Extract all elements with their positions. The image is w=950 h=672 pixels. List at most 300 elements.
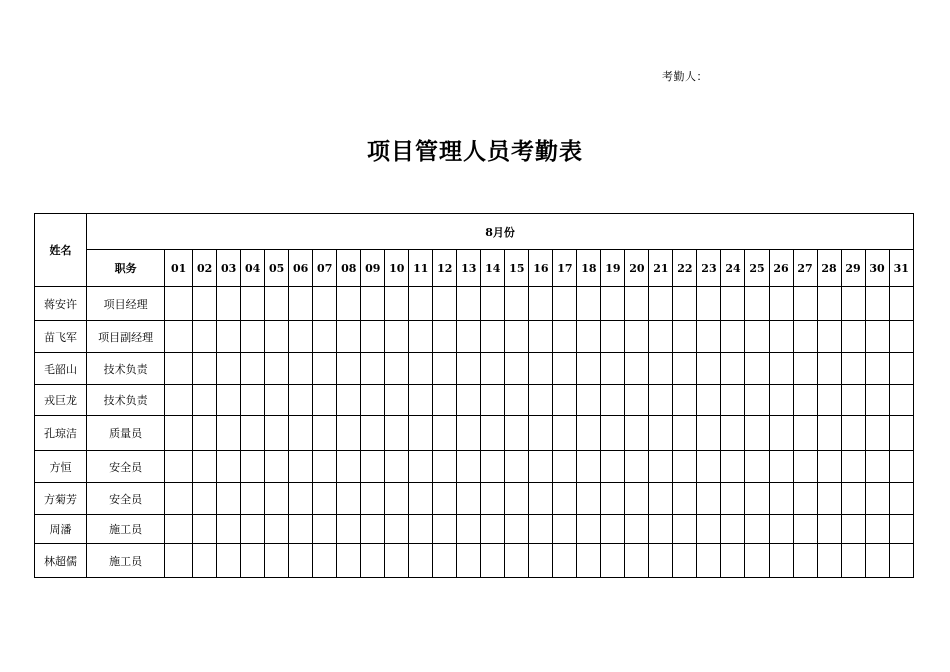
attendance-cell[interactable] [553, 353, 577, 385]
attendance-cell[interactable] [385, 353, 409, 385]
attendance-cell[interactable] [601, 321, 625, 353]
attendance-cell[interactable] [625, 353, 649, 385]
attendance-cell[interactable] [337, 353, 361, 385]
attendance-cell[interactable] [337, 321, 361, 353]
attendance-cell[interactable] [625, 515, 649, 544]
attendance-cell[interactable] [673, 385, 697, 416]
attendance-cell[interactable] [625, 385, 649, 416]
attendance-cell[interactable] [217, 287, 241, 321]
attendance-cell[interactable] [721, 451, 745, 483]
attendance-cell[interactable] [721, 385, 745, 416]
attendance-cell[interactable] [289, 353, 313, 385]
attendance-cell[interactable] [289, 287, 313, 321]
attendance-cell[interactable] [697, 451, 721, 483]
attendance-cell[interactable] [601, 287, 625, 321]
attendance-cell[interactable] [865, 544, 889, 578]
month-header: 8月份 [87, 214, 914, 250]
attendance-cell[interactable] [361, 451, 385, 483]
attendance-cell[interactable] [165, 321, 193, 353]
attendance-cell[interactable] [745, 416, 769, 451]
attendance-cell[interactable] [289, 515, 313, 544]
attendance-cell[interactable] [409, 287, 433, 321]
attendance-cell[interactable] [865, 483, 889, 515]
attendance-cell[interactable] [457, 287, 481, 321]
attendance-cell[interactable] [697, 544, 721, 578]
attendance-cell[interactable] [409, 353, 433, 385]
attendance-cell[interactable] [745, 385, 769, 416]
attendance-cell[interactable] [313, 353, 337, 385]
attendance-cell[interactable] [361, 385, 385, 416]
attendance-cell[interactable] [721, 353, 745, 385]
attendance-cell[interactable] [241, 483, 265, 515]
attendance-cell[interactable] [409, 544, 433, 578]
attendance-cell[interactable] [409, 451, 433, 483]
table-row [35, 353, 914, 385]
attendance-cell[interactable] [289, 483, 313, 515]
attendance-cell[interactable] [385, 515, 409, 544]
attendance-cell[interactable] [601, 353, 625, 385]
attendance-cell[interactable] [841, 385, 865, 416]
attendance-cell[interactable] [505, 287, 529, 321]
attendance-cell[interactable] [165, 287, 193, 321]
attendance-cell[interactable] [241, 353, 265, 385]
attendance-cell[interactable] [361, 287, 385, 321]
attendance-cell[interactable] [721, 416, 745, 451]
attendance-cell[interactable] [841, 287, 865, 321]
attendance-cell[interactable] [529, 416, 553, 451]
attendance-cell[interactable] [745, 515, 769, 544]
attendance-cell[interactable] [577, 287, 601, 321]
attendance-cell[interactable] [337, 385, 361, 416]
attendance-cell[interactable] [553, 321, 577, 353]
attendance-cell[interactable] [793, 544, 817, 578]
attendance-cell[interactable] [841, 353, 865, 385]
attendance-cell[interactable] [313, 451, 337, 483]
attendance-cell[interactable] [817, 544, 841, 578]
attendance-cell[interactable] [409, 321, 433, 353]
attendance-cell[interactable] [505, 353, 529, 385]
attendance-cell[interactable] [889, 451, 913, 483]
attendance-cell[interactable] [337, 544, 361, 578]
attendance-cell[interactable] [165, 515, 193, 544]
attendance-cell[interactable] [865, 287, 889, 321]
attendance-cell[interactable] [577, 385, 601, 416]
attendance-cell[interactable] [505, 483, 529, 515]
day-header-22: 22 [673, 250, 697, 287]
day-header-24: 24 [721, 250, 745, 287]
attendance-cell[interactable] [601, 416, 625, 451]
attendance-cell[interactable] [165, 416, 193, 451]
attendance-cell[interactable] [721, 287, 745, 321]
day-header-12: 12 [433, 250, 457, 287]
attendance-cell[interactable] [889, 515, 913, 544]
attendance-cell[interactable] [529, 385, 553, 416]
attendance-cell[interactable] [721, 483, 745, 515]
attendance-cell[interactable] [529, 483, 553, 515]
attendance-cell[interactable] [457, 321, 481, 353]
attendance-cell[interactable] [793, 353, 817, 385]
attendance-cell[interactable] [289, 385, 313, 416]
attendance-cell[interactable] [433, 515, 457, 544]
attendance-cell[interactable] [265, 515, 289, 544]
attendance-cell[interactable] [601, 515, 625, 544]
attendance-cell[interactable] [745, 544, 769, 578]
attendance-cell[interactable] [265, 385, 289, 416]
attendance-cell[interactable] [289, 451, 313, 483]
attendance-cell[interactable] [265, 287, 289, 321]
attendance-cell[interactable] [481, 483, 505, 515]
employee-name: 方菊芳 [35, 483, 87, 515]
attendance-cell[interactable] [673, 544, 697, 578]
attendance-cell[interactable] [817, 515, 841, 544]
attendance-cell[interactable] [673, 515, 697, 544]
attendance-cell[interactable] [361, 515, 385, 544]
day-header-06: 06 [289, 250, 313, 287]
attendance-cell[interactable] [337, 287, 361, 321]
attendance-cell[interactable] [481, 451, 505, 483]
attendance-cell[interactable] [529, 287, 553, 321]
attendance-cell[interactable] [745, 483, 769, 515]
attendance-cell[interactable] [193, 385, 217, 416]
attendance-cell[interactable] [265, 353, 289, 385]
attendance-cell[interactable] [265, 544, 289, 578]
attendance-cell[interactable] [553, 515, 577, 544]
attendance-cell[interactable] [577, 416, 601, 451]
attendance-cell[interactable] [577, 515, 601, 544]
attendance-cell[interactable] [625, 321, 649, 353]
employee-role: 施工员 [87, 544, 165, 578]
attendance-cell[interactable] [241, 385, 265, 416]
attendance-cell[interactable] [265, 451, 289, 483]
attendance-cell[interactable] [193, 451, 217, 483]
attendance-cell[interactable] [193, 416, 217, 451]
attendance-cell[interactable] [601, 544, 625, 578]
attendance-cell[interactable] [241, 287, 265, 321]
attendance-cell[interactable] [193, 321, 217, 353]
attendance-cell[interactable] [165, 483, 193, 515]
attendance-cell[interactable] [697, 385, 721, 416]
page-title: 项目管理人员考勤表 [367, 139, 583, 165]
attendance-cell[interactable] [313, 544, 337, 578]
attendance-cell[interactable] [841, 416, 865, 451]
attendance-cell[interactable] [673, 287, 697, 321]
attendance-cell[interactable] [889, 416, 913, 451]
attendance-cell[interactable] [481, 544, 505, 578]
attendance-cell[interactable] [745, 321, 769, 353]
attendance-cell[interactable] [841, 544, 865, 578]
attendance-cell[interactable] [505, 515, 529, 544]
attendance-cell[interactable] [529, 544, 553, 578]
attendance-cell[interactable] [817, 353, 841, 385]
attendance-cell[interactable] [865, 416, 889, 451]
attendance-cell[interactable] [817, 451, 841, 483]
attendance-cell[interactable] [577, 321, 601, 353]
attendance-cell[interactable] [577, 451, 601, 483]
attendance-cell[interactable] [841, 451, 865, 483]
attendance-cell[interactable] [217, 483, 241, 515]
employee-role: 安全员 [87, 451, 165, 483]
attendance-cell[interactable] [385, 416, 409, 451]
attendance-cell[interactable] [385, 385, 409, 416]
attendance-cell[interactable] [889, 353, 913, 385]
attendance-cell[interactable] [433, 385, 457, 416]
attendance-cell[interactable] [577, 544, 601, 578]
attendance-cell[interactable] [337, 483, 361, 515]
attendance-cell[interactable] [217, 451, 241, 483]
attendance-cell[interactable] [673, 451, 697, 483]
attendance-cell[interactable] [433, 353, 457, 385]
attendance-cell[interactable] [409, 515, 433, 544]
attendance-cell[interactable] [793, 515, 817, 544]
attendance-cell[interactable] [817, 416, 841, 451]
attendance-cell[interactable] [193, 544, 217, 578]
attendance-cell[interactable] [841, 515, 865, 544]
attendance-cell[interactable] [649, 483, 673, 515]
attendance-cell[interactable] [889, 385, 913, 416]
attendance-cell[interactable] [361, 544, 385, 578]
attendance-cell[interactable] [865, 353, 889, 385]
attendance-cell[interactable] [697, 515, 721, 544]
attendance-cell[interactable] [769, 515, 793, 544]
attendance-cell[interactable] [505, 544, 529, 578]
attendance-cell[interactable] [457, 353, 481, 385]
attendance-cell[interactable] [457, 416, 481, 451]
attendance-cell[interactable] [889, 483, 913, 515]
attendance-cell[interactable] [217, 515, 241, 544]
attendance-cell[interactable] [721, 321, 745, 353]
day-header-10: 10 [385, 250, 409, 287]
table-row [35, 321, 914, 353]
attendance-cell[interactable] [505, 385, 529, 416]
attendance-cell[interactable] [673, 416, 697, 451]
attendance-cell[interactable] [649, 515, 673, 544]
attendance-cell[interactable] [745, 451, 769, 483]
attendance-cell[interactable] [697, 416, 721, 451]
attendance-cell[interactable] [865, 515, 889, 544]
attendance-cell[interactable] [385, 544, 409, 578]
attendance-cell[interactable] [721, 544, 745, 578]
attendance-cell[interactable] [625, 451, 649, 483]
attendance-cell[interactable] [385, 321, 409, 353]
attendance-cell[interactable] [697, 321, 721, 353]
attendance-cell[interactable] [313, 483, 337, 515]
attendance-cell[interactable] [433, 321, 457, 353]
attendance-cell[interactable] [241, 544, 265, 578]
attendance-cell[interactable] [697, 353, 721, 385]
attendance-cell[interactable] [409, 385, 433, 416]
attendance-cell[interactable] [361, 321, 385, 353]
attendance-cell[interactable] [553, 483, 577, 515]
attendance-cell[interactable] [385, 451, 409, 483]
attendance-cell[interactable] [289, 416, 313, 451]
attendance-cell[interactable] [165, 353, 193, 385]
attendance-cell[interactable] [625, 483, 649, 515]
attendance-cell[interactable] [433, 451, 457, 483]
attendance-cell[interactable] [577, 353, 601, 385]
attendance-cell[interactable] [817, 385, 841, 416]
attendance-cell[interactable] [217, 321, 241, 353]
attendance-cell[interactable] [745, 353, 769, 385]
attendance-cell[interactable] [481, 353, 505, 385]
employee-name: 苗飞军 [35, 321, 87, 353]
attendance-cell[interactable] [337, 416, 361, 451]
attendance-cell[interactable] [505, 451, 529, 483]
day-header-13: 13 [457, 250, 481, 287]
attendance-cell[interactable] [769, 353, 793, 385]
attendance-cell[interactable] [649, 385, 673, 416]
attendance-cell[interactable] [601, 385, 625, 416]
header-row-days [35, 250, 914, 287]
attendance-cell[interactable] [193, 353, 217, 385]
attendance-cell[interactable] [793, 451, 817, 483]
attendance-cell[interactable] [165, 451, 193, 483]
attendance-cell[interactable] [553, 544, 577, 578]
attendance-cell[interactable] [649, 321, 673, 353]
attendance-cell[interactable] [433, 416, 457, 451]
attendance-cell[interactable] [793, 321, 817, 353]
attendance-cell[interactable] [505, 416, 529, 451]
attendance-cell[interactable] [769, 416, 793, 451]
attendance-cell[interactable] [769, 287, 793, 321]
attendance-cell[interactable] [217, 385, 241, 416]
attendance-cell[interactable] [313, 321, 337, 353]
attendance-cell[interactable] [289, 321, 313, 353]
attendance-cell[interactable] [817, 287, 841, 321]
attendance-cell[interactable] [409, 416, 433, 451]
attendance-cell[interactable] [337, 451, 361, 483]
attendance-cell[interactable] [601, 451, 625, 483]
attendance-cell[interactable] [889, 544, 913, 578]
attendance-cell[interactable] [529, 515, 553, 544]
attendance-cell[interactable] [433, 287, 457, 321]
attendance-cell[interactable] [241, 515, 265, 544]
attendance-cell[interactable] [433, 544, 457, 578]
attendance-cell[interactable] [481, 515, 505, 544]
attendance-cell[interactable] [313, 515, 337, 544]
attendance-cell[interactable] [193, 287, 217, 321]
attendance-cell[interactable] [649, 353, 673, 385]
attendance-cell[interactable] [673, 321, 697, 353]
attendance-cell[interactable] [601, 483, 625, 515]
attendance-cell[interactable] [505, 321, 529, 353]
attendance-cell[interactable] [457, 515, 481, 544]
attendance-cell[interactable] [457, 544, 481, 578]
day-header-04: 04 [241, 250, 265, 287]
table-row [35, 544, 914, 578]
attendance-cell[interactable] [193, 483, 217, 515]
attendance-cell[interactable] [457, 451, 481, 483]
attendance-cell[interactable] [649, 451, 673, 483]
attendance-cell[interactable] [889, 287, 913, 321]
attendance-cell[interactable] [673, 483, 697, 515]
attendance-cell[interactable] [793, 416, 817, 451]
attendance-cell[interactable] [625, 416, 649, 451]
attendance-cell[interactable] [865, 385, 889, 416]
attendance-cell[interactable] [529, 321, 553, 353]
attendance-cell[interactable] [721, 515, 745, 544]
attendance-cell[interactable] [241, 416, 265, 451]
attendance-cell[interactable] [529, 353, 553, 385]
attendance-cell[interactable] [841, 321, 865, 353]
day-header-31: 31 [889, 250, 913, 287]
attendance-cell[interactable] [793, 385, 817, 416]
attendance-cell[interactable] [481, 287, 505, 321]
attendance-cell[interactable] [769, 483, 793, 515]
attendance-cell[interactable] [649, 544, 673, 578]
attendance-cell[interactable] [769, 385, 793, 416]
attendance-cell[interactable] [673, 353, 697, 385]
attendance-cell[interactable] [769, 451, 793, 483]
attendance-cell[interactable] [481, 321, 505, 353]
attendance-cell[interactable] [433, 483, 457, 515]
attendance-cell[interactable] [217, 353, 241, 385]
attendance-cell[interactable] [165, 544, 193, 578]
attendance-cell[interactable] [217, 544, 241, 578]
attendance-cell[interactable] [481, 385, 505, 416]
attendance-cell[interactable] [241, 451, 265, 483]
attendance-cell[interactable] [889, 321, 913, 353]
attendance-cell[interactable] [529, 451, 553, 483]
attendance-cell[interactable] [817, 321, 841, 353]
attendance-cell[interactable] [361, 353, 385, 385]
attendance-cell[interactable] [241, 321, 265, 353]
attendance-cell[interactable] [649, 416, 673, 451]
attendance-cell[interactable] [553, 385, 577, 416]
attendance-cell[interactable] [793, 483, 817, 515]
attendance-cell[interactable] [457, 483, 481, 515]
attendance-cell[interactable] [385, 483, 409, 515]
attendance-cell[interactable] [165, 385, 193, 416]
day-header-09: 09 [361, 250, 385, 287]
attendance-cell[interactable] [265, 416, 289, 451]
attendance-cell[interactable] [553, 451, 577, 483]
attendance-cell[interactable] [697, 483, 721, 515]
attendance-cell[interactable] [361, 416, 385, 451]
attendance-cell[interactable] [745, 287, 769, 321]
attendance-cell[interactable] [865, 451, 889, 483]
attendance-cell[interactable] [265, 321, 289, 353]
attendance-cell[interactable] [553, 287, 577, 321]
attendance-cell[interactable] [625, 544, 649, 578]
attendance-cell[interactable] [817, 483, 841, 515]
attendance-cell[interactable] [337, 515, 361, 544]
attendance-cell[interactable] [625, 287, 649, 321]
attendance-cell[interactable] [409, 483, 433, 515]
attendance-cell[interactable] [217, 416, 241, 451]
attendance-cell[interactable] [697, 287, 721, 321]
attendance-cell[interactable] [841, 483, 865, 515]
attendance-cell[interactable] [793, 287, 817, 321]
attendance-cell[interactable] [313, 385, 337, 416]
attendance-cell[interactable] [649, 287, 673, 321]
attendance-cell[interactable] [865, 321, 889, 353]
attendance-cell[interactable] [577, 483, 601, 515]
attendance-cell[interactable] [769, 321, 793, 353]
attendance-cell[interactable] [769, 544, 793, 578]
attendance-cell[interactable] [481, 416, 505, 451]
attendance-cell[interactable] [313, 287, 337, 321]
attendance-cell[interactable] [385, 287, 409, 321]
attendance-cell[interactable] [265, 483, 289, 515]
attendance-cell[interactable] [361, 483, 385, 515]
table-row [35, 287, 914, 321]
attendance-cell[interactable] [553, 416, 577, 451]
attendance-cell[interactable] [193, 515, 217, 544]
attendance-cell[interactable] [313, 416, 337, 451]
employee-name: 林超儒 [35, 544, 87, 578]
attendance-cell[interactable] [457, 385, 481, 416]
attendance-cell[interactable] [289, 544, 313, 578]
